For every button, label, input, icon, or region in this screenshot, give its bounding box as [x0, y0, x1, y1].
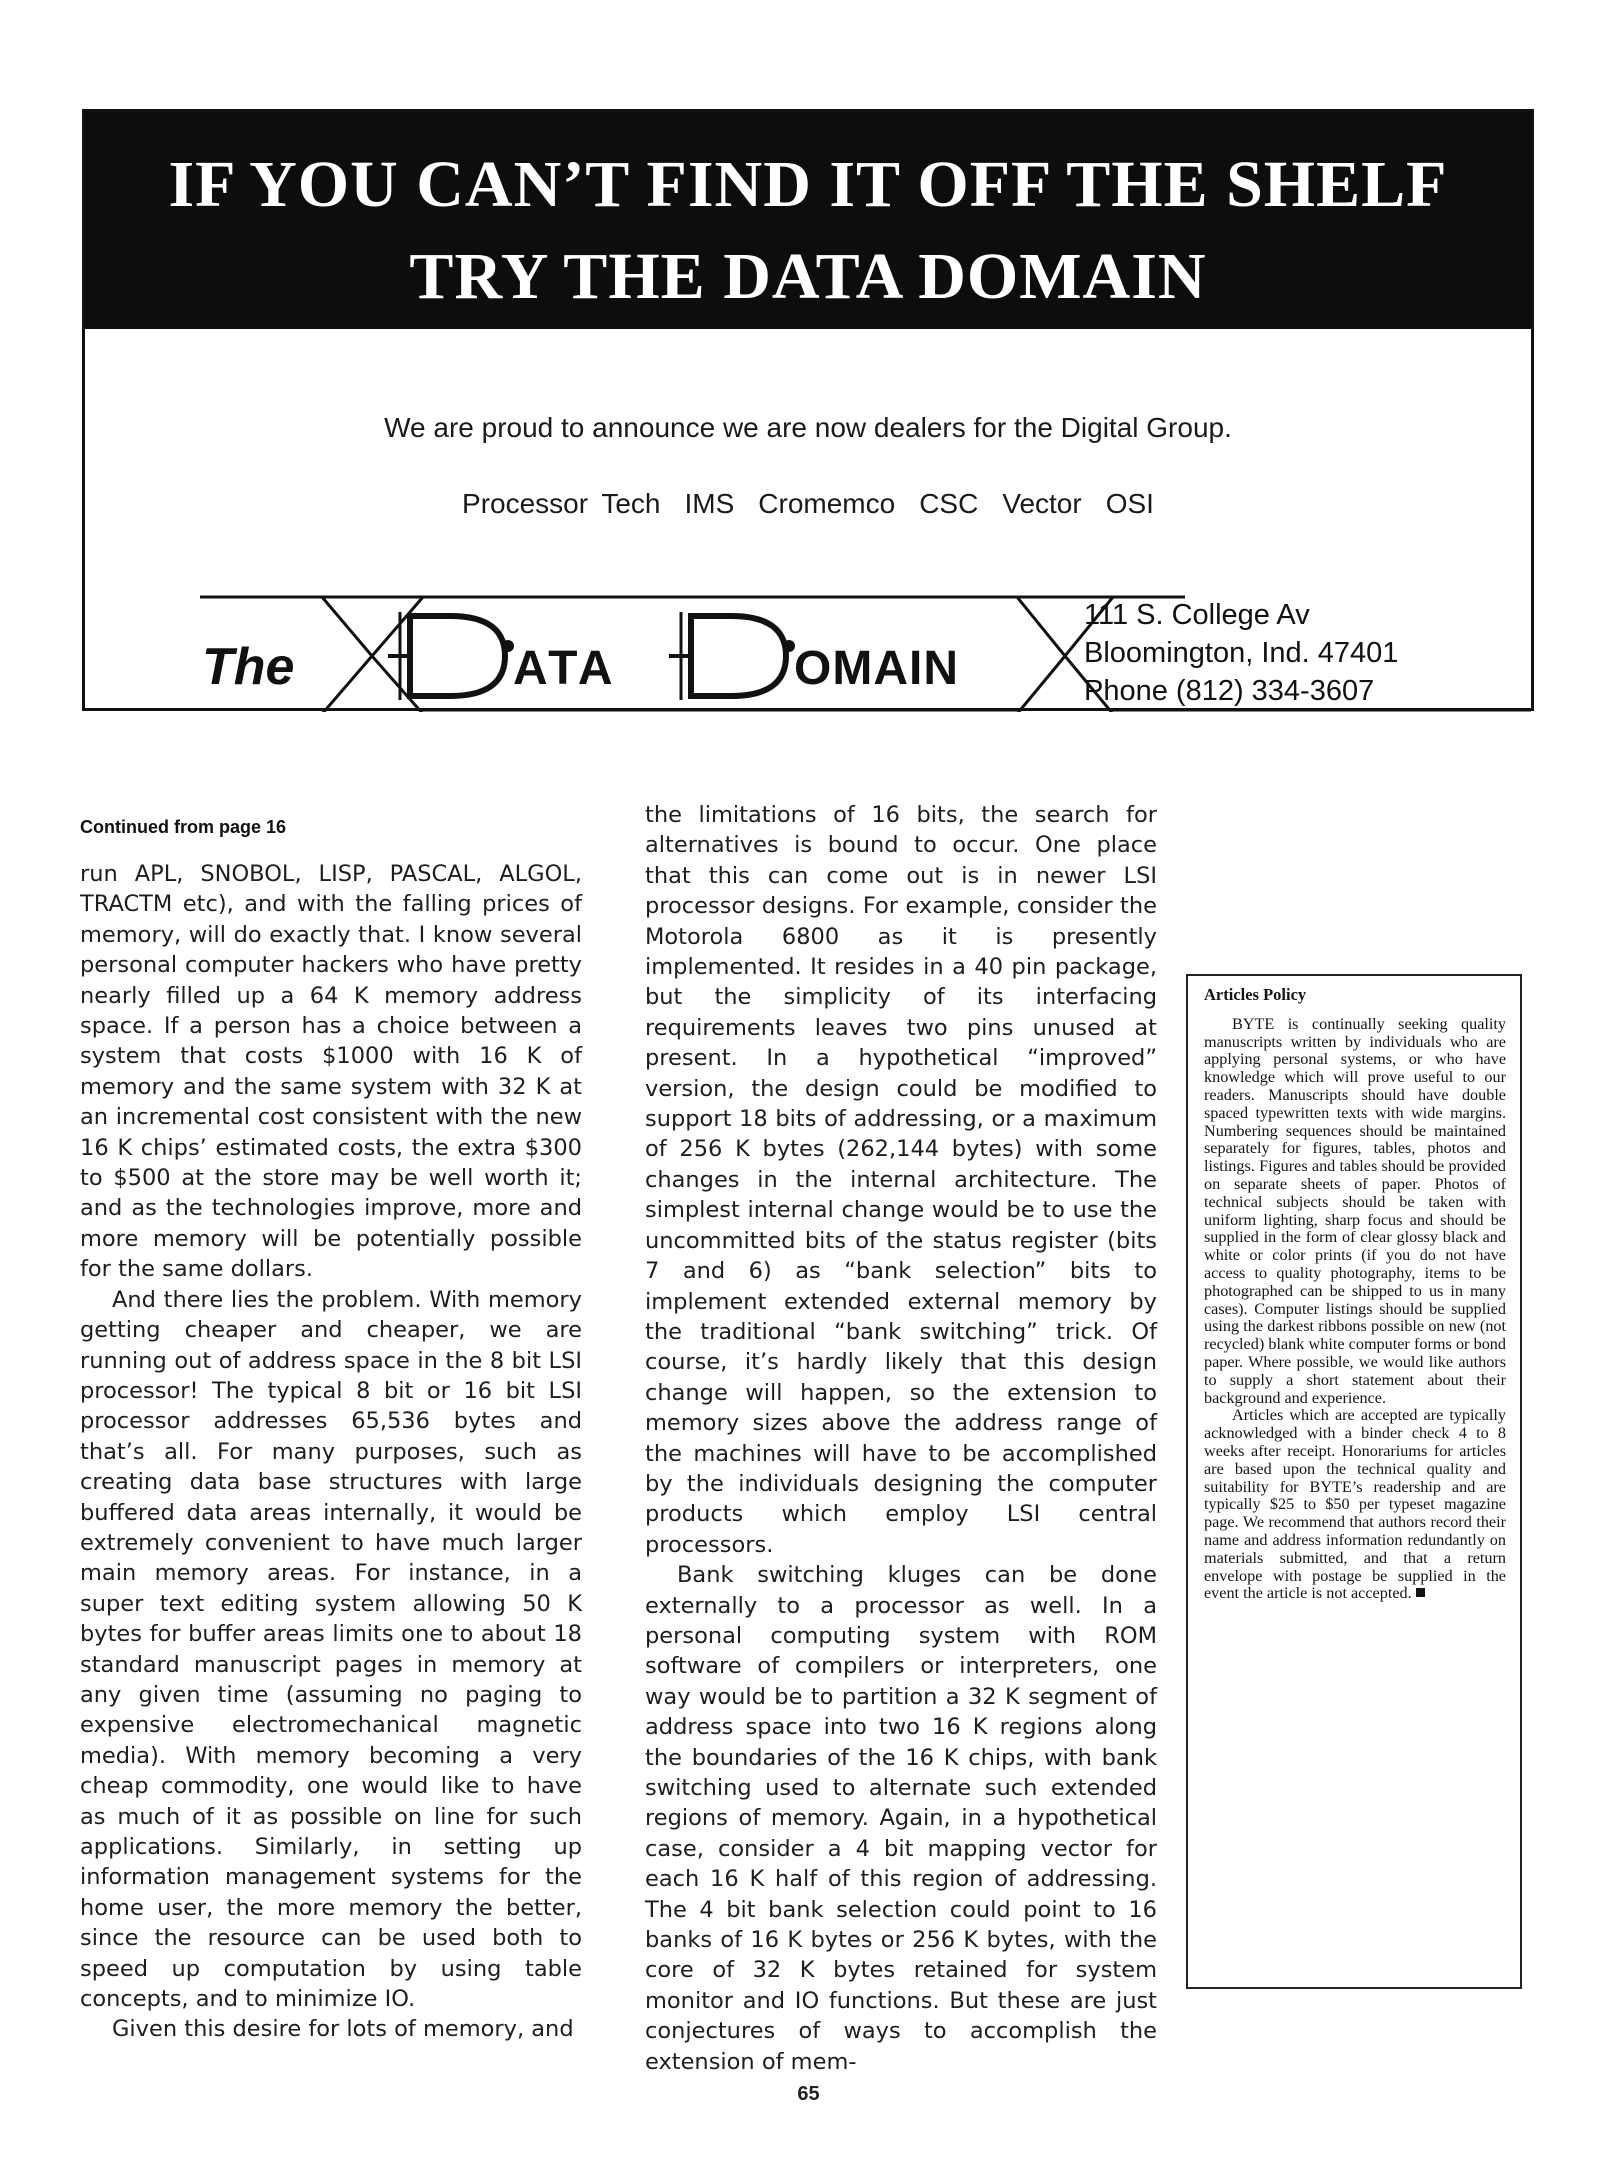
article-paragraph: Bank switching kluges can be done externally to a processor as well. In a personal computing system with ROM software of compilers or interpreters, one way would be to partition a 32 K segment of address space into two 16 K regions along the boundaries of the 16 K chips, with bank switching used to alternate such extended regions of memory. Again, in a hypothetical case, consider a 4 bit mapping vector for each 16 K half of this region of addressing. The 4 bit bank selection could point to 16 banks of 16 K bytes or 256 K bytes, with the core of 32 K bytes retained for system monitor and IO functions. But these are just conjectures of ways to accomplish the extension of mem- — [645, 1562, 1157, 2075]
address-phone: Phone (812) 334-3607 — [1084, 675, 1375, 707]
article-paragraph: the limitations of 16 bits, the search for alternatives is bound to occur. One place that this can come out is in newer LSI processor designs. For example, consider the Motorola 6800 as it is presently implemented. It resides in a 40 pin package, but the simplicity of its interfacing requirements leaves two pins unused at present. In a hypothetical “improved” version, the design could be modified to support 18 bits of addressing, or a maximum of 256 K bytes (262,144 bytes) with some changes in the internal architecture. The simplest internal change would be to use the uncommitted bits of the status register (bits 7 and 6) as “bank selection” bits to implement extended external memory by the traditional “bank switching” trick. Of course, it’s hardly likely that this design change will happen, so the extension to memory sizes above the address range of the machines will have to be accomplished by the individuals designing the computer products which employ LSI central processors. — [645, 802, 1157, 1558]
page-number: 65 — [797, 2083, 820, 2105]
ad-address — [1084, 596, 1398, 710]
policy-paragraph-text: Articles which are accepted are typically acknowledged with a binder check 4 to 8 weeks after receipt. Honorariums for articles are based upon the technical quality and suitability for BYTE’s readership and are typically $25 to $50 per typeset magazine page. We recommend that authors record their name and address information redundantly on materials submitted, and that a return envelope with postage be supplied in the event the article is not accepted. — [1204, 1406, 1506, 1603]
ad-headline-line2: TRY THE DATA DOMAIN — [409, 240, 1207, 313]
policy-paragraph-final — [1204, 1407, 1506, 1603]
policy-title: Articles Policy — [1204, 985, 1307, 1004]
ad-headline-line1: IF YOU CAN’T FIND IT OFF THE SHELF — [168, 148, 1448, 221]
brand-item: IMS — [684, 488, 735, 519]
ad-headline-banner — [85, 112, 1531, 329]
ad-dealers-text: We are proud to announce we are now dealers for the Digital Group. — [384, 412, 1232, 443]
address-street: 111 S. College Av — [1084, 599, 1310, 631]
policy-paragraph: BYTE is continually seeking quality manuscripts written by individuals who are applying personal systems, or who have knowledge which will prove useful to our readers. Manuscripts should have double spaced typewritten texts with wide margins. Numbering sequences should be maintained separately for figures, tables, photos and listings. Figures and tables should be provided on separate sheets of paper. Photos of technical subjects should be taken with uniform lighting, sharp focus and should be supplied in the form of clear glossy black and white or color prints (if you do not have access to quality photography, items to be photographed can be shipped to us in many cases). Computer listings should be supplied using the darkest ribbons possible on new (not recycled) blank white computer forms or bond paper. Where possible, we would like authors to supply a short statement about their background and experience. — [1204, 1014, 1506, 1407]
continued-note: Continued from page 16 — [80, 817, 287, 837]
article-column-1 — [80, 800, 582, 2045]
brand-item: Vector — [1002, 488, 1082, 519]
address-city: Bloomington, Ind. 47401 — [1084, 637, 1399, 669]
brand-item: Processor Tech — [462, 488, 661, 519]
articles-policy-box — [1186, 974, 1522, 1989]
advertisement — [82, 109, 1534, 711]
brand-item: OSI — [1105, 488, 1154, 519]
article-paragraph: Given this desire for lots of memory, and — [112, 2016, 574, 2043]
article-paragraph: run APL, SNOBOL, LISP, PASCAL, ALGOL, TRACTM etc), and with the falling prices of memory, will do exactly that. I know several personal computer hackers who have pretty nearly filled up a 64 K memory address space. If a person has a choice between a system that costs $1000 with 16 K of memory and the same system with 32 K at an incremental cost consistent with the new 16 K chips’ estimated costs, the extra $300 to $500 at the store may be well worth it; and as the technologies improve, more and more memory will be potentially possible for the same dollars. — [80, 861, 582, 1283]
logo-data-text: ATA — [513, 642, 617, 695]
brand-item: CSC — [919, 488, 979, 519]
end-of-article-mark — [1416, 1588, 1425, 1597]
brand-item: Cromemco — [758, 488, 896, 519]
article-paragraph: And there lies the problem. With memory getting cheaper and cheaper, we are running out of address space in the 8 bit LSI processor! The typical 8 bit or 16 bit LSI processor addresses 65,536 bytes and that’s all. For many purposes, such as creating data base structures with large buffered data areas internally, it would be extremely convenient to have much larger main memory areas. For instance, in a super text editing system allowing 50 K bytes for buffer areas limits one to about 18 standard manuscript pages in memory at any given time (assuming no paging to expensive electromechanical magnetic media). With memory becoming a very cheap commodity, one would like to have as much of it as possible on line for such applications. Similarly, in setting up information management systems for the home user, the more memory the better, since the resource can be used both to speed up computation by using table concepts, and to minimize IO. — [80, 1286, 582, 2013]
article-column-2 — [645, 800, 1157, 2077]
ad-brand-list — [85, 488, 1531, 520]
logo-domain-text: OMAIN — [794, 642, 959, 695]
logo-the-text: The — [202, 638, 295, 696]
